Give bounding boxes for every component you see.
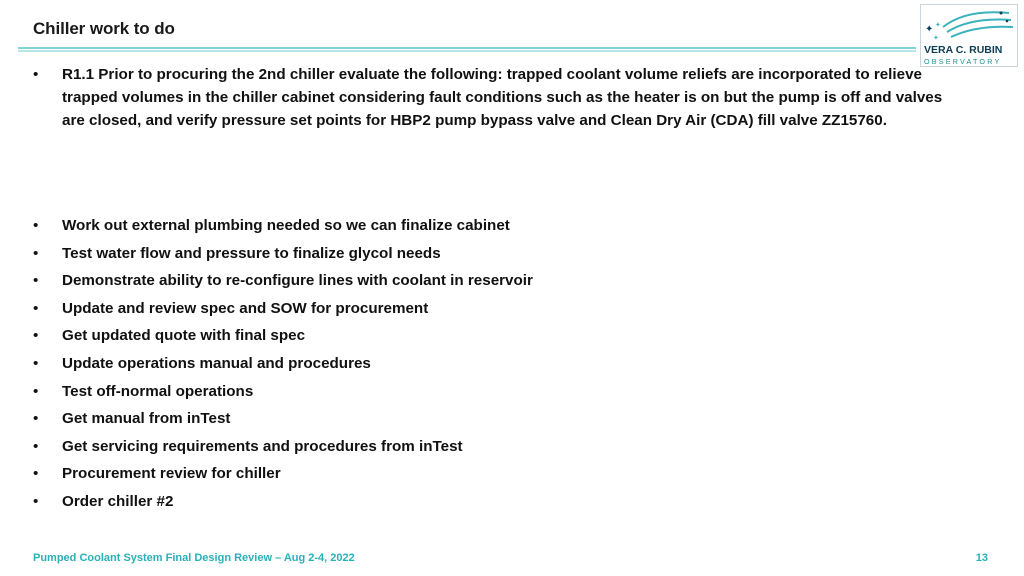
bullet-text: Order chiller #2 (62, 492, 174, 510)
bullet-text: Work out external plumbing needed so we can finalize cabinet (62, 217, 510, 234)
list-item (33, 380, 933, 408)
list-item (33, 435, 933, 463)
task-list (33, 214, 933, 518)
svg-text:✦: ✦ (935, 21, 941, 29)
bullet-text: Get servicing requirements and procedures from inTest (62, 437, 463, 455)
bullet-marker: • (33, 354, 39, 372)
list-item (33, 462, 933, 490)
bullet-marker: • (33, 410, 39, 428)
slide-title: Chiller work to do (33, 19, 175, 38)
list-item (33, 407, 933, 435)
bullet-marker: • (33, 66, 39, 83)
bullet-marker: • (33, 437, 39, 455)
bullet-marker: • (33, 299, 39, 317)
bullet-text: Test water flow and pressure to finalize glycol needs (62, 244, 441, 262)
bullet-text: Test off-normal operations (62, 382, 254, 400)
bullet-marker: • (33, 244, 39, 262)
first-bullet-block (33, 63, 968, 132)
bullet-marker: • (33, 492, 39, 510)
bullet-marker: • (33, 272, 39, 290)
logo-line1: VERA C. RUBIN (924, 44, 1003, 56)
bullet-text: Get manual from inTest (62, 410, 231, 428)
list-item (33, 269, 933, 297)
list-item (33, 242, 933, 270)
list-item (33, 324, 933, 352)
bullet-text: R1.1 Prior to procuring the 2nd chiller evaluate the following: trapped coolant volume reliefs are incorporated to relieve trapped volumes in the chiller cabinet considering fault conditions such as the heater is on but the pump is off and valves are closed, and verify pressure set points for HBP2 pump bypass valve and Clean Dry Air (CDA) fill valve ZZ15760. (62, 66, 943, 129)
bullet-marker: • (33, 465, 39, 483)
bullet-text: Get updated quote with final spec (62, 327, 306, 345)
observatory-logo (920, 4, 1018, 67)
page-number: 13 (975, 552, 988, 564)
list-item (33, 352, 933, 380)
logo-line2: OBSERVATORY (924, 57, 1002, 66)
bullet-text: Update and review spec and SOW for procurement (62, 299, 429, 317)
footer-text: Pumped Coolant System Final Design Review – Aug 2-4, 2022 (33, 552, 355, 564)
bullet-marker: • (33, 382, 39, 400)
bullet-marker: • (33, 217, 39, 234)
svg-text:✦: ✦ (925, 24, 934, 35)
bullet-item-r11 (33, 63, 968, 132)
title-divider (18, 47, 916, 53)
bullet-text: Update operations manual and procedures (62, 354, 371, 372)
bullet-marker: • (33, 327, 39, 345)
list-item (33, 214, 933, 242)
bullet-text: Procurement review for chiller (62, 465, 281, 483)
list-item (33, 297, 933, 325)
list-item (33, 490, 933, 518)
logo-graphic (921, 5, 1018, 67)
svg-text:✦: ✦ (933, 34, 939, 42)
bullet-text: Demonstrate ability to re-configure lines with coolant in reservoir (62, 272, 533, 290)
